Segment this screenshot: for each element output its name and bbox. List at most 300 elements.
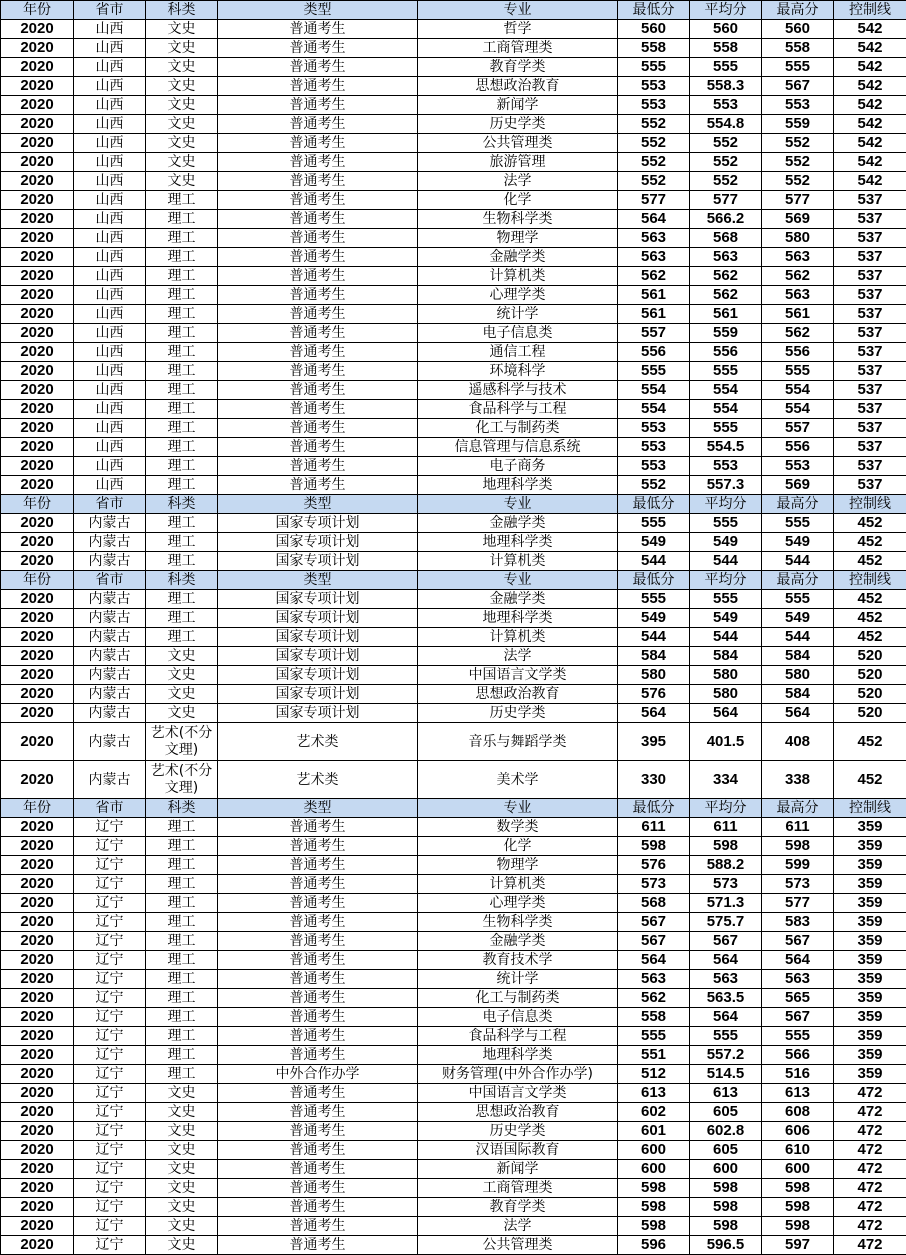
- cell-category: 文史: [146, 172, 218, 191]
- cell-avg-score: 558.3: [690, 77, 762, 96]
- column-header-year: 年份: [1, 571, 74, 590]
- cell-max-score: 563: [762, 248, 834, 267]
- cell-avg-score: 611: [690, 818, 762, 837]
- cell-max-score: 559: [762, 115, 834, 134]
- cell-control-line: 452: [834, 628, 906, 647]
- cell-avg-score: 596.5: [690, 1236, 762, 1255]
- cell-province: 辽宁: [74, 989, 146, 1008]
- cell-category: 文史: [146, 1084, 218, 1103]
- table-row: [1, 248, 906, 267]
- table-row: [1, 1084, 906, 1103]
- cell-major: 食品科学与工程: [418, 1027, 618, 1046]
- cell-max-score: 600: [762, 1160, 834, 1179]
- cell-year: 2020: [1, 343, 74, 362]
- header-row: [1, 1, 906, 20]
- cell-avg-score: 605: [690, 1141, 762, 1160]
- table-row: [1, 685, 906, 704]
- cell-year: 2020: [1, 58, 74, 77]
- cell-control-line: 472: [834, 1236, 906, 1255]
- cell-category: 理工: [146, 1008, 218, 1027]
- cell-min-score: 601: [618, 1122, 690, 1141]
- cell-min-score: 563: [618, 229, 690, 248]
- cell-avg-score: 562: [690, 286, 762, 305]
- table-row: [1, 1160, 906, 1179]
- cell-min-score: 577: [618, 191, 690, 210]
- cell-year: 2020: [1, 761, 74, 799]
- cell-province: 山西: [74, 115, 146, 134]
- cell-major: 教育学类: [418, 1198, 618, 1217]
- column-header-category: 科类: [146, 495, 218, 514]
- cell-control-line: 537: [834, 457, 906, 476]
- cell-major: 历史学类: [418, 1122, 618, 1141]
- cell-major: 思想政治教育: [418, 77, 618, 96]
- cell-avg-score: 575.7: [690, 913, 762, 932]
- cell-category: 理工: [146, 875, 218, 894]
- table-row: [1, 457, 906, 476]
- cell-major: 生物科学类: [418, 210, 618, 229]
- cell-category: 文史: [146, 1141, 218, 1160]
- table-row: [1, 1217, 906, 1236]
- cell-year: 2020: [1, 913, 74, 932]
- cell-type: 普通考生: [218, 1103, 418, 1122]
- cell-avg-score: 562: [690, 267, 762, 286]
- cell-year: 2020: [1, 457, 74, 476]
- cell-type: 国家专项计划: [218, 704, 418, 723]
- cell-year: 2020: [1, 647, 74, 666]
- table-row: [1, 1046, 906, 1065]
- cell-province: 山西: [74, 324, 146, 343]
- cell-province: 辽宁: [74, 932, 146, 951]
- cell-max-score: 563: [762, 286, 834, 305]
- cell-max-score: 611: [762, 818, 834, 837]
- column-header-max-score: 最高分: [762, 1, 834, 20]
- cell-type: 国家专项计划: [218, 533, 418, 552]
- cell-major: 计算机类: [418, 267, 618, 286]
- cell-avg-score: 553: [690, 457, 762, 476]
- column-header-year: 年份: [1, 799, 74, 818]
- cell-category: 理工: [146, 1027, 218, 1046]
- cell-year: 2020: [1, 1027, 74, 1046]
- cell-max-score: 555: [762, 514, 834, 533]
- cell-province: 山西: [74, 476, 146, 495]
- cell-major: 公共管理类: [418, 1236, 618, 1255]
- cell-province: 辽宁: [74, 1027, 146, 1046]
- column-header-max-score: 最高分: [762, 571, 834, 590]
- cell-type: 普通考生: [218, 419, 418, 438]
- cell-control-line: 359: [834, 970, 906, 989]
- cell-avg-score: 564: [690, 951, 762, 970]
- cell-min-score: 598: [618, 1179, 690, 1198]
- cell-type: 普通考生: [218, 1046, 418, 1065]
- cell-avg-score: 566.2: [690, 210, 762, 229]
- cell-category: 理工: [146, 913, 218, 932]
- cell-year: 2020: [1, 1008, 74, 1027]
- cell-max-score: 560: [762, 20, 834, 39]
- cell-major: 物理学: [418, 856, 618, 875]
- cell-province: 山西: [74, 419, 146, 438]
- cell-category: 理工: [146, 286, 218, 305]
- cell-province: 内蒙古: [74, 514, 146, 533]
- cell-province: 山西: [74, 172, 146, 191]
- cell-major: 计算机类: [418, 552, 618, 571]
- cell-max-score: 577: [762, 894, 834, 913]
- column-header-min-score: 最低分: [618, 571, 690, 590]
- cell-province: 山西: [74, 134, 146, 153]
- cell-category: 理工: [146, 1046, 218, 1065]
- cell-control-line: 472: [834, 1103, 906, 1122]
- cell-category: 理工: [146, 229, 218, 248]
- cell-max-score: 606: [762, 1122, 834, 1141]
- cell-year: 2020: [1, 609, 74, 628]
- cell-major: 哲学: [418, 20, 618, 39]
- cell-control-line: 452: [834, 590, 906, 609]
- cell-min-score: 564: [618, 704, 690, 723]
- cell-province: 辽宁: [74, 837, 146, 856]
- cell-province: 山西: [74, 191, 146, 210]
- cell-province: 山西: [74, 153, 146, 172]
- cell-avg-score: 557.3: [690, 476, 762, 495]
- column-header-control-line: 控制线: [834, 799, 906, 818]
- cell-category: 理工: [146, 362, 218, 381]
- cell-max-score: 567: [762, 932, 834, 951]
- cell-category: 文史: [146, 153, 218, 172]
- cell-min-score: 544: [618, 552, 690, 571]
- cell-control-line: 542: [834, 96, 906, 115]
- cell-category: 理工: [146, 989, 218, 1008]
- column-header-category: 科类: [146, 1, 218, 20]
- cell-province: 内蒙古: [74, 685, 146, 704]
- column-header-min-score: 最低分: [618, 799, 690, 818]
- cell-avg-score: 613: [690, 1084, 762, 1103]
- cell-province: 山西: [74, 96, 146, 115]
- cell-min-score: 553: [618, 77, 690, 96]
- cell-control-line: 537: [834, 362, 906, 381]
- cell-max-score: 556: [762, 438, 834, 457]
- cell-control-line: 537: [834, 267, 906, 286]
- cell-max-score: 564: [762, 704, 834, 723]
- table-row: [1, 1179, 906, 1198]
- cell-max-score: 598: [762, 1217, 834, 1236]
- cell-category: 理工: [146, 324, 218, 343]
- cell-avg-score: 580: [690, 666, 762, 685]
- cell-min-score: 556: [618, 343, 690, 362]
- cell-year: 2020: [1, 153, 74, 172]
- cell-province: 山西: [74, 77, 146, 96]
- cell-max-score: 555: [762, 590, 834, 609]
- table-row: [1, 96, 906, 115]
- cell-avg-score: 552: [690, 134, 762, 153]
- cell-avg-score: 568: [690, 229, 762, 248]
- table-row: [1, 666, 906, 685]
- cell-year: 2020: [1, 628, 74, 647]
- cell-type: 普通考生: [218, 58, 418, 77]
- cell-major: 法学: [418, 1217, 618, 1236]
- cell-province: 山西: [74, 267, 146, 286]
- cell-min-score: 544: [618, 628, 690, 647]
- cell-province: 辽宁: [74, 1198, 146, 1217]
- cell-min-score: 554: [618, 400, 690, 419]
- cell-major: 金融学类: [418, 248, 618, 267]
- cell-category: 艺术(不分文理): [146, 761, 218, 799]
- cell-major: 音乐与舞蹈学类: [418, 723, 618, 761]
- cell-control-line: 472: [834, 1179, 906, 1198]
- column-header-min-score: 最低分: [618, 1, 690, 20]
- cell-province: 内蒙古: [74, 533, 146, 552]
- cell-min-score: 567: [618, 913, 690, 932]
- column-header-avg-score: 平均分: [690, 495, 762, 514]
- cell-control-line: 359: [834, 932, 906, 951]
- cell-category: 理工: [146, 457, 218, 476]
- header-row: [1, 799, 906, 818]
- cell-year: 2020: [1, 590, 74, 609]
- table-row: [1, 856, 906, 875]
- cell-control-line: 520: [834, 704, 906, 723]
- cell-year: 2020: [1, 704, 74, 723]
- cell-category: 文史: [146, 685, 218, 704]
- cell-major: 金融学类: [418, 590, 618, 609]
- cell-year: 2020: [1, 267, 74, 286]
- cell-control-line: 472: [834, 1160, 906, 1179]
- cell-min-score: 552: [618, 115, 690, 134]
- header-row: [1, 571, 906, 590]
- cell-max-score: 552: [762, 172, 834, 191]
- cell-min-score: 552: [618, 476, 690, 495]
- cell-major: 地理科学类: [418, 476, 618, 495]
- cell-category: 理工: [146, 210, 218, 229]
- cell-province: 山西: [74, 58, 146, 77]
- cell-min-score: 512: [618, 1065, 690, 1084]
- cell-major: 化工与制药类: [418, 419, 618, 438]
- cell-type: 普通考生: [218, 476, 418, 495]
- cell-category: 理工: [146, 343, 218, 362]
- cell-major: 旅游管理: [418, 153, 618, 172]
- cell-control-line: 542: [834, 134, 906, 153]
- cell-province: 山西: [74, 305, 146, 324]
- cell-min-score: 568: [618, 894, 690, 913]
- table-row: [1, 172, 906, 191]
- cell-min-score: 553: [618, 419, 690, 438]
- cell-control-line: 359: [834, 1027, 906, 1046]
- cell-type: 普通考生: [218, 77, 418, 96]
- cell-max-score: 584: [762, 647, 834, 666]
- cell-avg-score: 567: [690, 932, 762, 951]
- cell-min-score: 598: [618, 1198, 690, 1217]
- cell-year: 2020: [1, 381, 74, 400]
- cell-year: 2020: [1, 818, 74, 837]
- table-row: [1, 875, 906, 894]
- cell-min-score: 552: [618, 172, 690, 191]
- cell-major: 工商管理类: [418, 39, 618, 58]
- cell-province: 内蒙古: [74, 590, 146, 609]
- table-row: [1, 628, 906, 647]
- cell-min-score: 600: [618, 1160, 690, 1179]
- cell-category: 理工: [146, 305, 218, 324]
- cell-year: 2020: [1, 229, 74, 248]
- column-header-avg-score: 平均分: [690, 1, 762, 20]
- cell-max-score: 584: [762, 685, 834, 704]
- cell-avg-score: 588.2: [690, 856, 762, 875]
- cell-min-score: 330: [618, 761, 690, 799]
- cell-max-score: 569: [762, 476, 834, 495]
- table-row: [1, 1122, 906, 1141]
- cell-avg-score: 563.5: [690, 989, 762, 1008]
- cell-avg-score: 334: [690, 761, 762, 799]
- table-row: [1, 1141, 906, 1160]
- cell-province: 山西: [74, 39, 146, 58]
- cell-type: 中外合作办学: [218, 1065, 418, 1084]
- cell-type: 普通考生: [218, 1160, 418, 1179]
- cell-type: 普通考生: [218, 1122, 418, 1141]
- cell-type: 普通考生: [218, 362, 418, 381]
- table-row: [1, 39, 906, 58]
- cell-category: 文史: [146, 115, 218, 134]
- cell-control-line: 537: [834, 381, 906, 400]
- cell-year: 2020: [1, 286, 74, 305]
- cell-major: 电子商务: [418, 457, 618, 476]
- cell-type: 普通考生: [218, 894, 418, 913]
- cell-major: 计算机类: [418, 628, 618, 647]
- column-header-type: 类型: [218, 1, 418, 20]
- cell-year: 2020: [1, 685, 74, 704]
- cell-year: 2020: [1, 894, 74, 913]
- cell-province: 辽宁: [74, 818, 146, 837]
- cell-min-score: 555: [618, 514, 690, 533]
- cell-major: 环境科学: [418, 362, 618, 381]
- cell-year: 2020: [1, 1236, 74, 1255]
- cell-type: 普通考生: [218, 248, 418, 267]
- cell-type: 普通考生: [218, 134, 418, 153]
- cell-major: 思想政治教育: [418, 685, 618, 704]
- cell-max-score: 555: [762, 1027, 834, 1046]
- cell-control-line: 542: [834, 172, 906, 191]
- cell-province: 内蒙古: [74, 609, 146, 628]
- cell-avg-score: 555: [690, 514, 762, 533]
- cell-type: 普通考生: [218, 343, 418, 362]
- cell-max-score: 598: [762, 1198, 834, 1217]
- cell-avg-score: 564: [690, 1008, 762, 1027]
- cell-max-score: 549: [762, 533, 834, 552]
- cell-max-score: 599: [762, 856, 834, 875]
- cell-category: 理工: [146, 1065, 218, 1084]
- table-row: [1, 951, 906, 970]
- cell-min-score: 611: [618, 818, 690, 837]
- column-header-control-line: 控制线: [834, 1, 906, 20]
- cell-category: 文史: [146, 134, 218, 153]
- table-row: [1, 324, 906, 343]
- cell-control-line: 472: [834, 1122, 906, 1141]
- cell-province: 山西: [74, 362, 146, 381]
- cell-province: 山西: [74, 457, 146, 476]
- cell-avg-score: 580: [690, 685, 762, 704]
- cell-avg-score: 556: [690, 343, 762, 362]
- cell-category: 理工: [146, 894, 218, 913]
- cell-category: 理工: [146, 590, 218, 609]
- cell-province: 内蒙古: [74, 723, 146, 761]
- cell-control-line: 537: [834, 419, 906, 438]
- cell-category: 文史: [146, 1122, 218, 1141]
- cell-max-score: 573: [762, 875, 834, 894]
- cell-year: 2020: [1, 1103, 74, 1122]
- cell-category: 理工: [146, 552, 218, 571]
- cell-control-line: 359: [834, 1046, 906, 1065]
- cell-major: 心理学类: [418, 286, 618, 305]
- cell-min-score: 553: [618, 96, 690, 115]
- cell-major: 历史学类: [418, 115, 618, 134]
- cell-category: 文史: [146, 1217, 218, 1236]
- cell-control-line: 537: [834, 210, 906, 229]
- header-row: [1, 495, 906, 514]
- cell-major: 化学: [418, 837, 618, 856]
- cell-province: 内蒙古: [74, 647, 146, 666]
- column-header-avg-score: 平均分: [690, 799, 762, 818]
- cell-min-score: 561: [618, 286, 690, 305]
- cell-avg-score: 559: [690, 324, 762, 343]
- cell-year: 2020: [1, 324, 74, 343]
- cell-control-line: 452: [834, 552, 906, 571]
- cell-min-score: 600: [618, 1141, 690, 1160]
- cell-min-score: 613: [618, 1084, 690, 1103]
- cell-type: 普通考生: [218, 286, 418, 305]
- cell-year: 2020: [1, 438, 74, 457]
- cell-type: 普通考生: [218, 1141, 418, 1160]
- table-row: [1, 286, 906, 305]
- table-row: [1, 267, 906, 286]
- cell-max-score: 608: [762, 1103, 834, 1122]
- cell-category: 理工: [146, 951, 218, 970]
- cell-type: 普通考生: [218, 818, 418, 837]
- cell-min-score: 580: [618, 666, 690, 685]
- cell-major: 金融学类: [418, 514, 618, 533]
- table-row: [1, 989, 906, 1008]
- cell-province: 辽宁: [74, 1084, 146, 1103]
- cell-year: 2020: [1, 115, 74, 134]
- cell-max-score: 562: [762, 324, 834, 343]
- cell-major: 新闻学: [418, 1160, 618, 1179]
- cell-control-line: 472: [834, 1084, 906, 1103]
- cell-control-line: 542: [834, 39, 906, 58]
- cell-year: 2020: [1, 1065, 74, 1084]
- cell-type: 国家专项计划: [218, 552, 418, 571]
- cell-category: 艺术(不分文理): [146, 723, 218, 761]
- cell-type: 普通考生: [218, 400, 418, 419]
- cell-category: 文史: [146, 1179, 218, 1198]
- cell-avg-score: 563: [690, 970, 762, 989]
- cell-year: 2020: [1, 514, 74, 533]
- cell-min-score: 564: [618, 210, 690, 229]
- cell-min-score: 553: [618, 438, 690, 457]
- cell-avg-score: 571.3: [690, 894, 762, 913]
- cell-type: 国家专项计划: [218, 666, 418, 685]
- cell-max-score: 552: [762, 153, 834, 172]
- cell-min-score: 598: [618, 837, 690, 856]
- cell-control-line: 472: [834, 1217, 906, 1236]
- cell-max-score: 567: [762, 1008, 834, 1027]
- cell-category: 文史: [146, 704, 218, 723]
- cell-type: 国家专项计划: [218, 609, 418, 628]
- cell-year: 2020: [1, 1141, 74, 1160]
- cell-max-score: 580: [762, 666, 834, 685]
- cell-year: 2020: [1, 1160, 74, 1179]
- cell-year: 2020: [1, 837, 74, 856]
- cell-category: 文史: [146, 96, 218, 115]
- cell-year: 2020: [1, 305, 74, 324]
- cell-province: 山西: [74, 20, 146, 39]
- cell-control-line: 520: [834, 666, 906, 685]
- cell-max-score: 554: [762, 381, 834, 400]
- cell-avg-score: 560: [690, 20, 762, 39]
- cell-min-score: 555: [618, 362, 690, 381]
- cell-major: 美术学: [418, 761, 618, 799]
